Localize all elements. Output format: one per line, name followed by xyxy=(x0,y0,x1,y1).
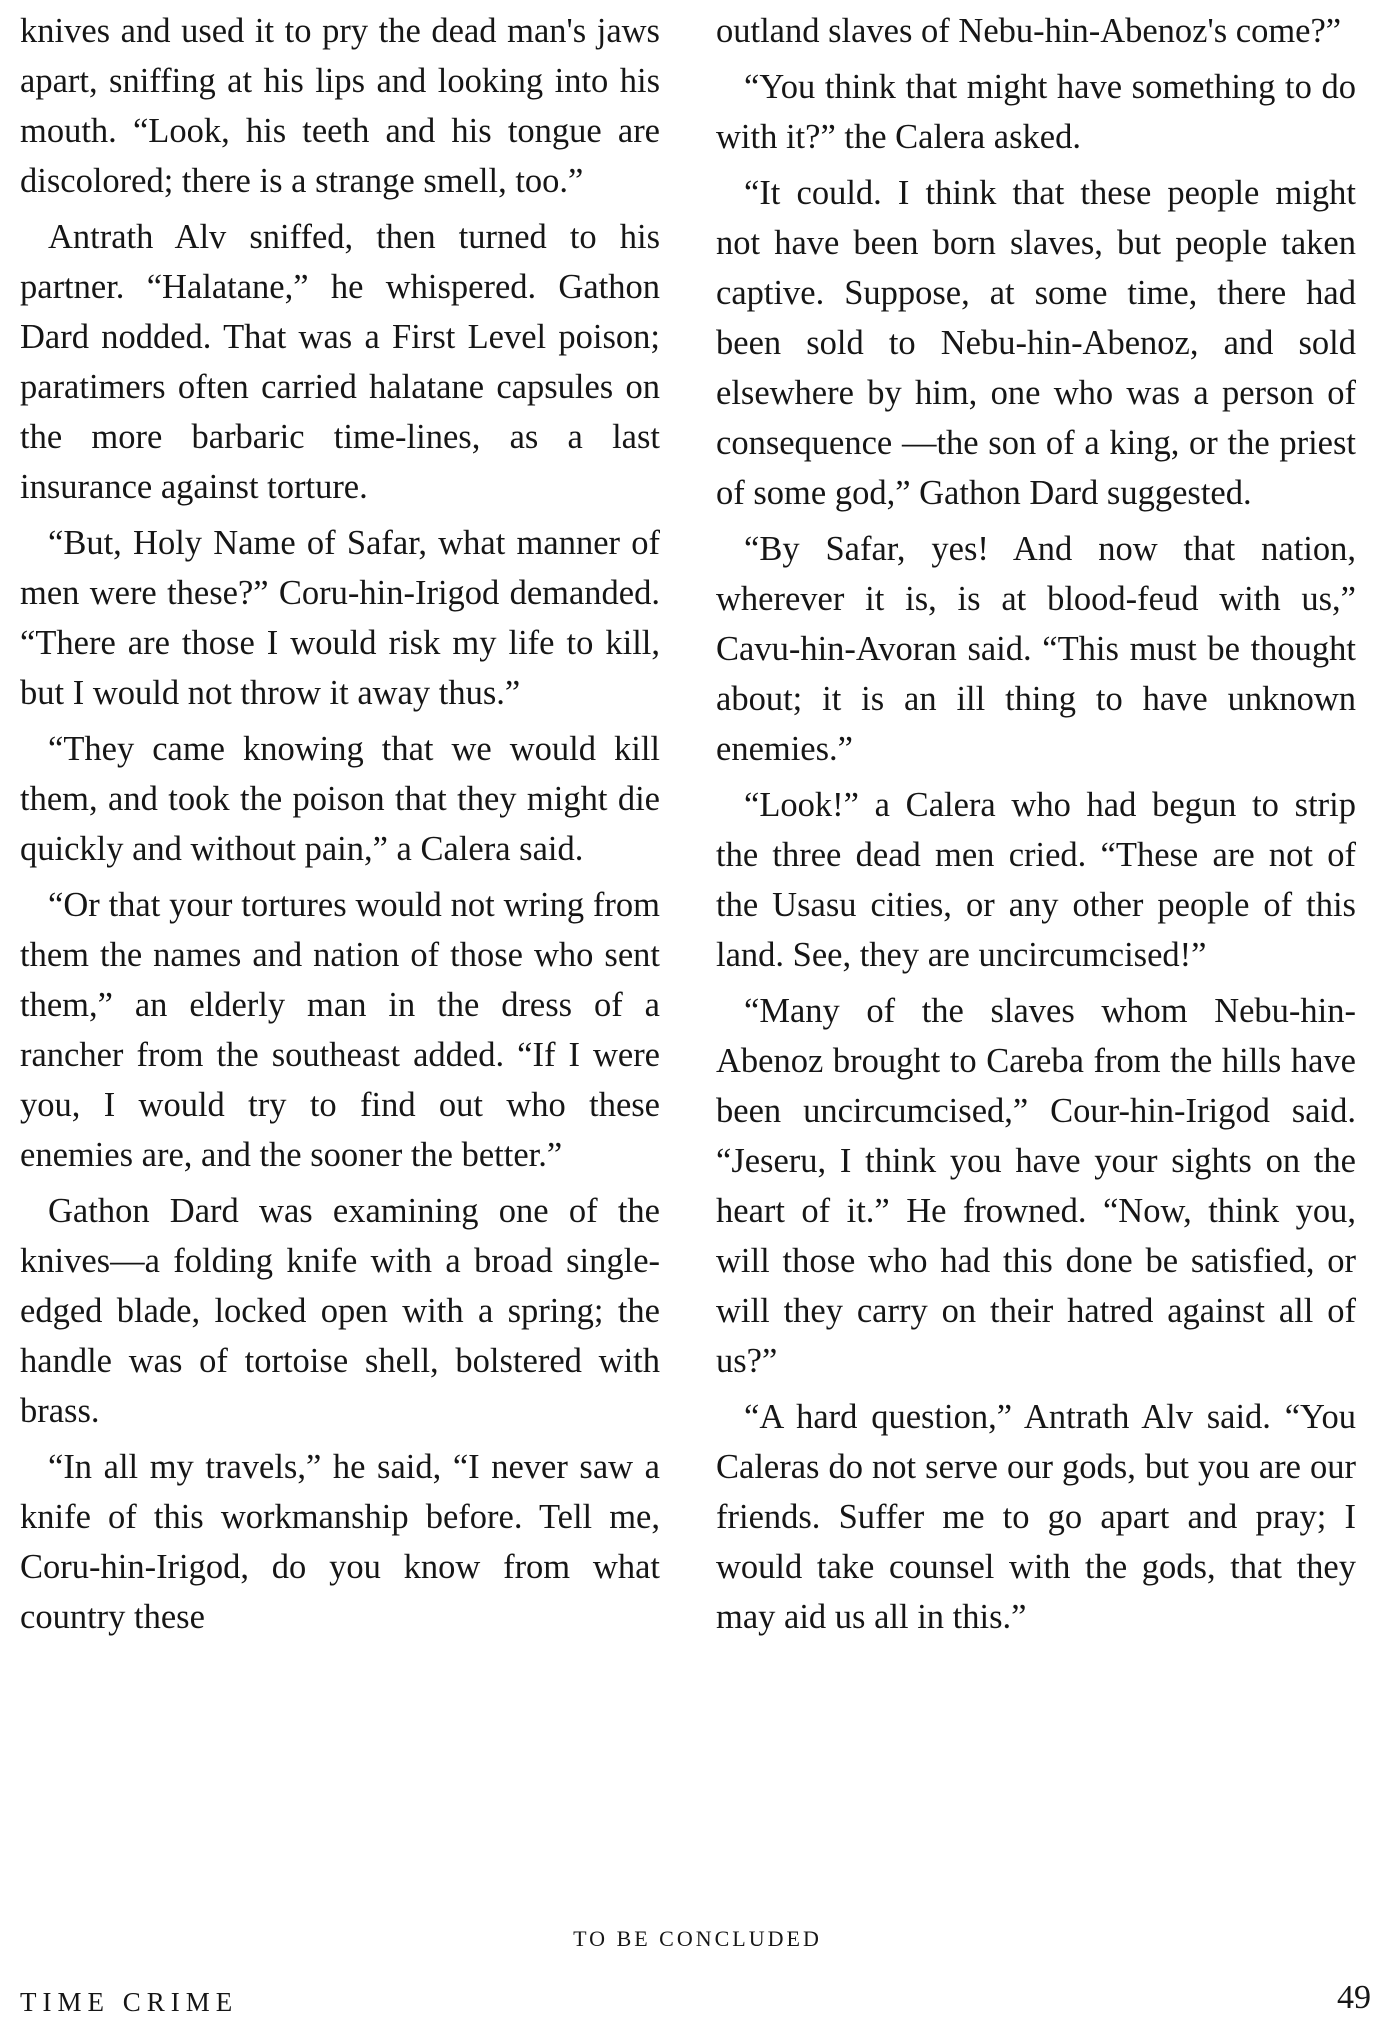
continuation-note: TO BE CONCLUDED xyxy=(573,1926,822,1951)
paragraph: “You think that might have something to do with it?” the Calera asked. xyxy=(716,68,1356,156)
paragraph: Gathon Dard was examining one of the knives—a folding knife with a broad single-edged blade, locked open with a spring; the handle was of tortoise shell, bolstered with brass. xyxy=(20,1192,660,1430)
paragraph: “A hard question,” Antrath Alv said. “You Caleras do not serve our gods, but you are our friends. Suffer me to go apart and pray; I would take counsel with the gods, that they may aid us all in this.” xyxy=(716,1398,1356,1636)
paragraph: “By Safar, yes! And now that nation, wherever it is, is at blood-feud with us,” Cavu-hin-Avoran said. “This must be thought about; it is an ill thing to have unknown enemies.” xyxy=(716,530,1356,768)
paragraph: “Or that your tortures would not wring from them the names and nation of those who sent them,” an elderly man in the dress of a rancher from the southeast added. “If I were you, I would try to find out who these enemies are, and the sooner the better.” xyxy=(20,886,660,1174)
running-footer-title: TIME CRIME xyxy=(20,1987,239,2017)
paragraph: outland slaves of Nebu-hin-Abenoz's come?” xyxy=(716,12,1342,50)
left-column xyxy=(20,6,660,1648)
paragraph: “In all my travels,” he said, “I never saw a knife of this workmanship before. Tell me, Coru-hin-Irigod, do you know from what country these xyxy=(20,1448,660,1636)
paragraph: “Look!” a Calera who had begun to strip the three dead men cried. “These are not of the Usasu cities, or any other people of this land. See, they are uncircumcised!” xyxy=(716,786,1356,974)
paragraph: Antrath Alv sniffed, then turned to his partner. “Halatane,” he whispered. Gathon Dard nodded. That was a First Level poison; paratimers often carried halatane capsules on the more barbaric time-lines, as a last insurance against torture. xyxy=(20,218,660,506)
paragraph: “Many of the slaves whom Nebu-hin-Abenoz brought to Careba from the hills have been uncircumcised,” Cour-hin-Irigod said. “Jeseru, I think you have your sights on the heart of it.” He frowned. “Now, think you, will those who had this done be satisfied, or will they carry on their hatred against all of us?” xyxy=(716,992,1356,1380)
paragraph: “But, Holy Name of Safar, what manner of men were these?” Coru-hin-Irigod demanded. “There are those I would risk my life to kill, but I would not throw it away thus.” xyxy=(20,524,660,712)
right-column xyxy=(716,6,1356,1648)
paragraph: “They came knowing that we would kill them, and took the poison that they might die quickly and without pain,” a Calera said. xyxy=(20,730,660,868)
paragraph: “It could. I think that these people might not have been born slaves, but people taken captive. Suppose, at some time, there had been sold to Nebu-hin-Abenoz, and sold elsewhere by him, one who was a person of consequence —the son of a king, or the priest of some god,” Gathon Dard suggested. xyxy=(716,174,1356,512)
paragraph: knives and used it to pry the dead man's jaws apart, sniffing at his lips and looking into his mouth. “Look, his teeth and his tongue are discolored; there is a strange smell, too.” xyxy=(20,12,660,200)
page-number: 49 xyxy=(1337,1979,1371,2016)
